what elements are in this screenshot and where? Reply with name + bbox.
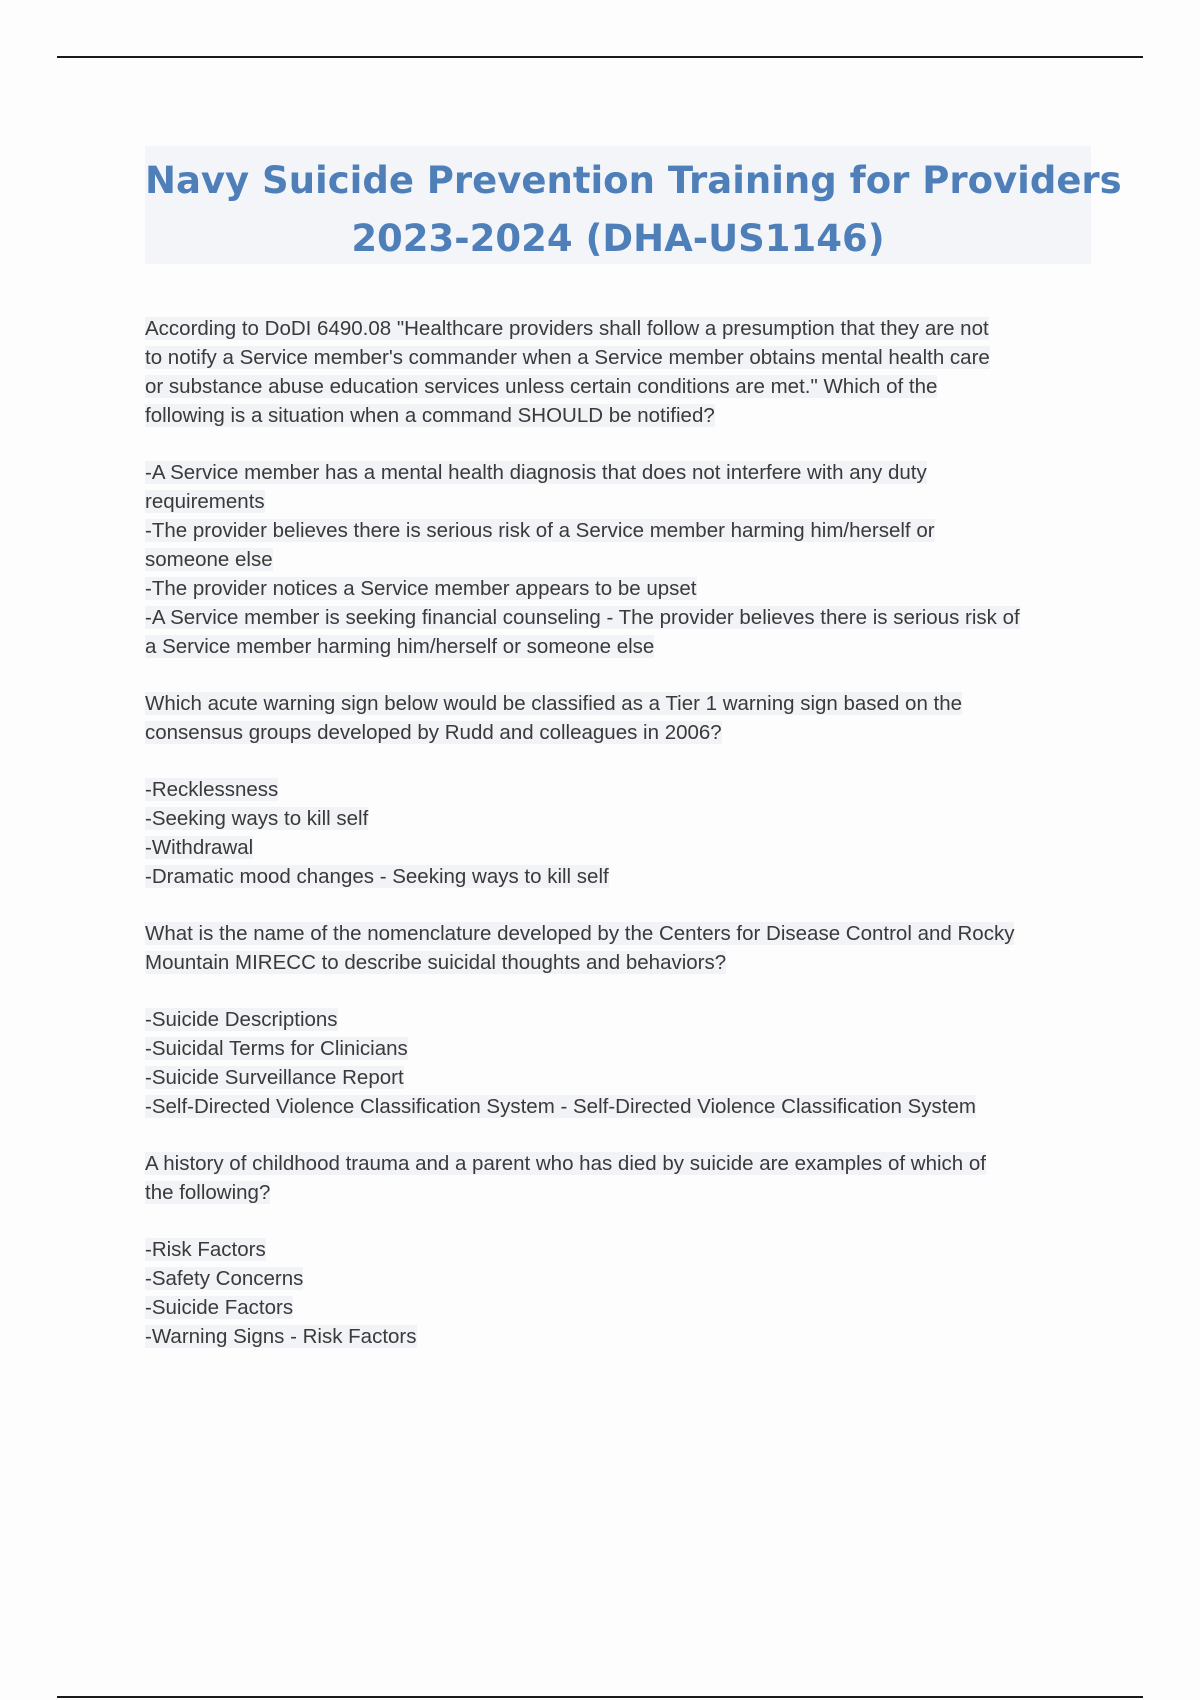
question-3-option-line-4: -Self-Directed Violence Classification System - Self-Directed Violence Classification System — [145, 1095, 976, 1118]
bottom-rule — [57, 1696, 1143, 1698]
question-2-option-line-1: -Recklessness — [145, 778, 279, 801]
question-1-option-line-1: -A Service member has a mental health diagnosis that does not interfere with any duty — [145, 461, 927, 484]
question-1-option-line-3: -The provider believes there is serious risk of a Service member harming him/herself or — [145, 519, 935, 542]
question-4-option-line-4: -Warning Signs - Risk Factors — [145, 1325, 417, 1348]
question-4-option-line-2: -Safety Concerns — [145, 1267, 304, 1290]
document-title — [145, 146, 1122, 264]
question-1-line-4: following is a situation when a command SHOULD be notified? — [145, 404, 715, 427]
question-list — [145, 314, 1095, 1379]
question-4-line-1: A history of childhood trauma and a parent who has died by suicide are examples of which of — [145, 1152, 986, 1175]
question-2-option-line-2: -Seeking ways to kill self — [145, 807, 369, 830]
question-1-line-2: to notify a Service member's commander when a Service member obtains mental health care — [145, 346, 990, 369]
question-3-line-2: Mountain MIRECC to describe suicidal thoughts and behaviors? — [145, 951, 727, 974]
question-1-line-1: According to DoDI 6490.08 "Healthcare providers shall follow a presumption that they are not — [145, 317, 989, 340]
question-1-option-line-2: requirements — [145, 490, 265, 513]
title-line-1: Navy Suicide Prevention Training for Providers — [145, 159, 1122, 202]
top-rule — [57, 56, 1143, 58]
question-1-line-3: or substance abuse education services unless certain conditions are met." Which of the — [145, 375, 938, 398]
question-4-option-line-3: -Suicide Factors — [145, 1296, 294, 1319]
question-2-option-line-3: -Withdrawal — [145, 836, 254, 859]
question-4-text — [145, 1149, 1095, 1207]
question-2-line-2: consensus groups developed by Rudd and colleagues in 2006? — [145, 721, 722, 744]
question-1-option-line-5: -The provider notices a Service member appears to be upset — [145, 577, 697, 600]
question-3-text — [145, 919, 1095, 977]
question-1-option-line-7: a Service member harming him/herself or someone else — [145, 635, 655, 658]
question-3-option-line-1: -Suicide Descriptions — [145, 1008, 338, 1031]
question-3-options — [145, 1005, 1095, 1121]
question-2-line-1: Which acute warning sign below would be classified as a Tier 1 warning sign based on the — [145, 692, 963, 715]
question-1-text — [145, 314, 1095, 430]
question-1-options — [145, 458, 1095, 661]
question-2-text — [145, 689, 1095, 747]
question-4-options — [145, 1235, 1095, 1351]
question-2-option-line-4: -Dramatic mood changes - Seeking ways to kill self — [145, 865, 609, 888]
question-2-options — [145, 775, 1095, 891]
title-line-2: 2023-2024 (DHA-US1146) — [351, 217, 885, 260]
question-3-option-line-3: -Suicide Surveillance Report — [145, 1066, 404, 1089]
question-3-option-line-2: -Suicidal Terms for Clinicians — [145, 1037, 408, 1060]
question-4-line-2: the following? — [145, 1181, 271, 1204]
question-3-line-1: What is the name of the nomenclature developed by the Centers for Disease Control and Rocky — [145, 922, 1015, 945]
question-1-option-line-4: someone else — [145, 548, 273, 571]
question-4-option-line-1: -Risk Factors — [145, 1238, 266, 1261]
question-1-option-line-6: -A Service member is seeking financial counseling - The provider believes there is serious risk of — [145, 606, 1020, 629]
